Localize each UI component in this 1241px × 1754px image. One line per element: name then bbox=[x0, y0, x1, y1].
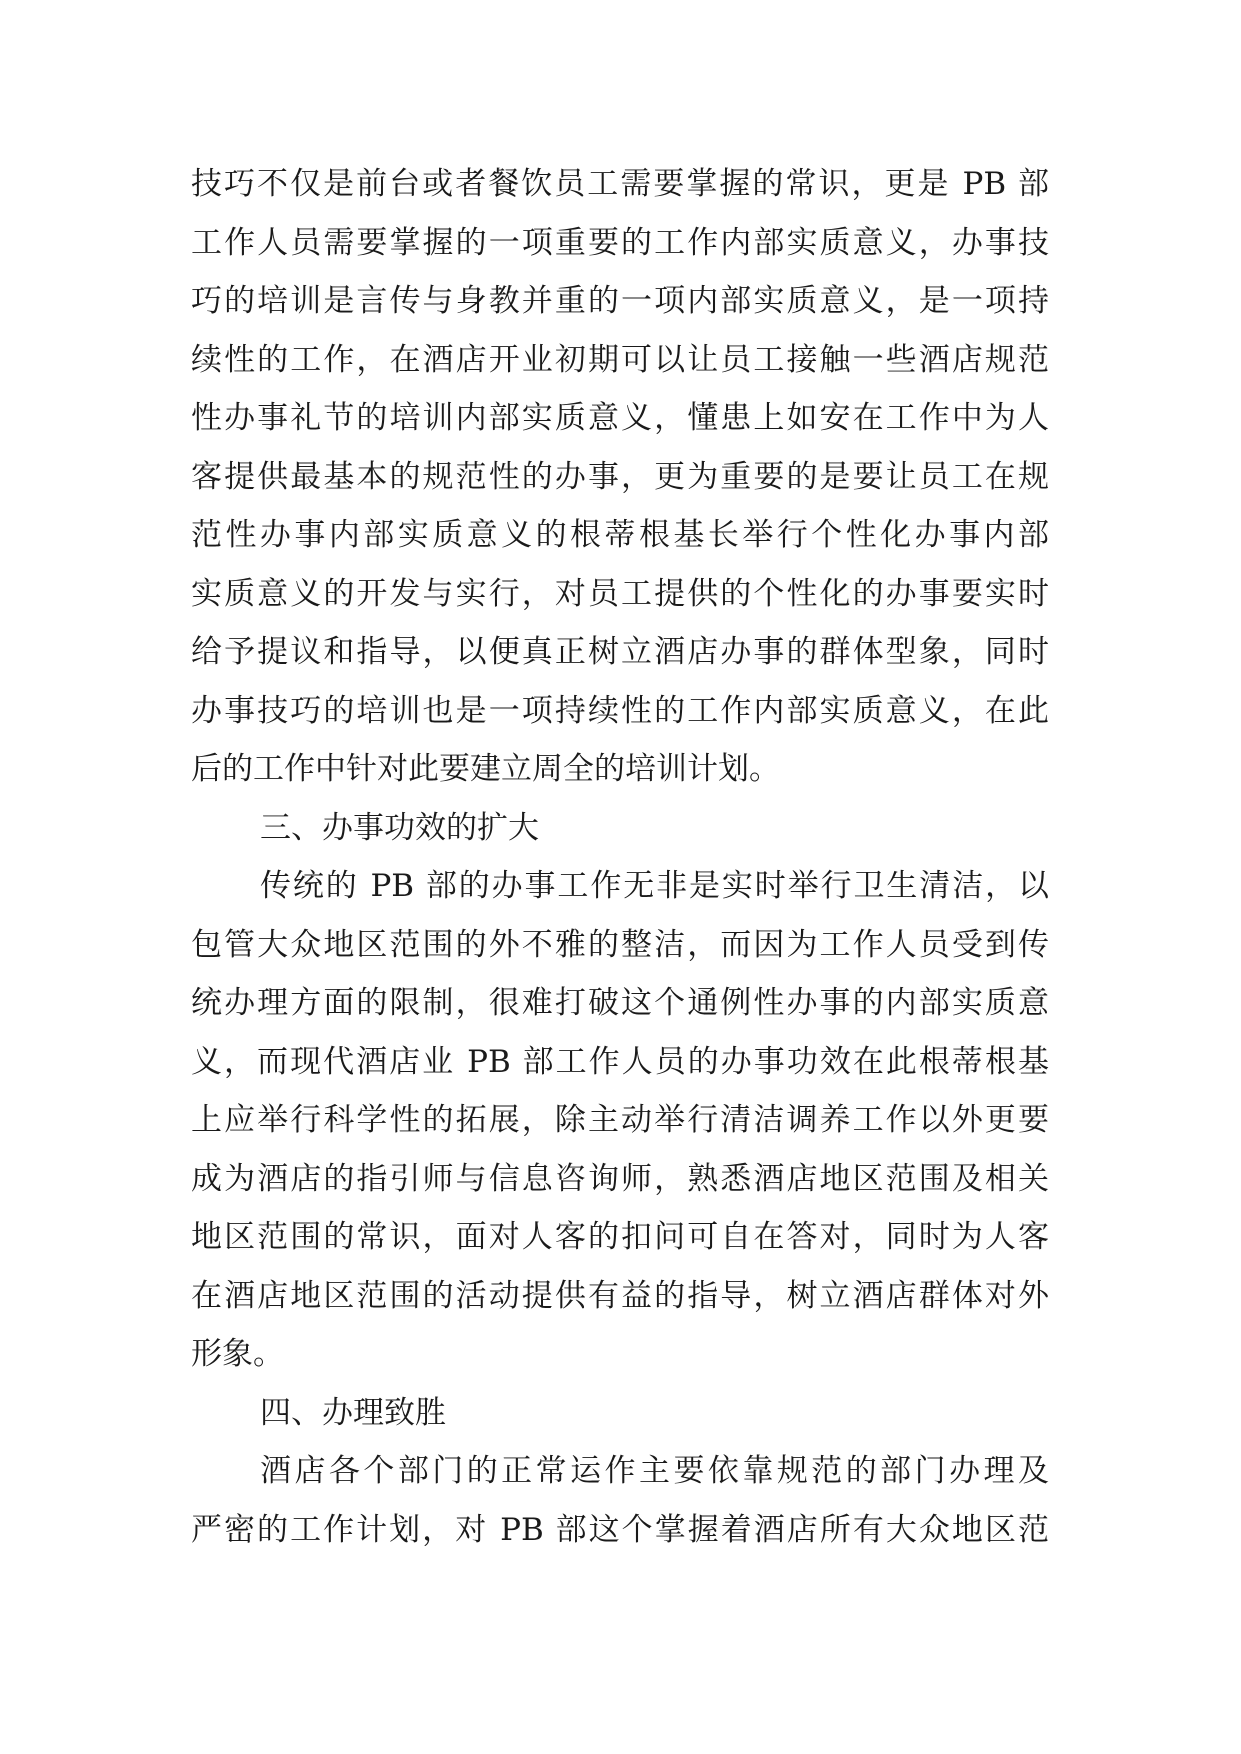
text-line: 后的工作中针对此要建立周全的培训计划。 bbox=[191, 751, 780, 787]
text-line: 严密的工作计划，对 PB 部这个掌握着酒店所有大众地区范 bbox=[191, 1511, 1049, 1548]
body-text bbox=[191, 155, 1049, 1559]
text-line: 上应举行科学性的拓展，除主动举行清洁调养工作以外更要 bbox=[191, 1102, 1049, 1138]
text-line: 酒店各个部门的正常运作主要依靠规范的部门办理及 bbox=[260, 1453, 1049, 1489]
text-line: 在酒店地区范围的活动提供有益的指导，树立酒店群体对外 bbox=[191, 1277, 1049, 1314]
text-line: 统办理方面的限制，很难打破这个通例性办事的内部实质意 bbox=[191, 985, 1049, 1021]
text-line: 实质意义的开发与实行，对员工提供的个性化的办事要实时 bbox=[191, 575, 1049, 612]
section-heading: 三、办事功效的扩大 bbox=[260, 809, 539, 846]
text-line: 地区范围的常识，面对人客的扣问可自在答对，同时为人客 bbox=[191, 1219, 1049, 1255]
text-line: 给予提议和指导，以便真正树立酒店办事的群体型象，同时 bbox=[191, 634, 1049, 670]
text-line: 技巧不仅是前台或者餐饮员工需要掌握的常识，更是 PB 部 bbox=[191, 166, 1049, 202]
text-line: 工作人员需要掌握的一项重要的工作内部实质意义，办事技 bbox=[191, 224, 1049, 261]
section-heading: 四、办理致胜 bbox=[260, 1394, 446, 1431]
text-line: 范性办事内部实质意义的根蒂根基长举行个性化办事内部 bbox=[191, 517, 1049, 553]
text-line: 形象。 bbox=[191, 1336, 284, 1372]
text-line: 办事技巧的培训也是一项持续性的工作内部实质意义，在此 bbox=[191, 692, 1049, 729]
text-line: 义，而现代酒店业 PB 部工作人员的办事功效在此根蒂根基 bbox=[191, 1043, 1049, 1080]
text-line: 续性的工作，在酒店开业初期可以让员工接触一些酒店规范 bbox=[191, 341, 1049, 378]
text-line: 巧的培训是言传与身教并重的一项内部实质意义，是一项持 bbox=[191, 283, 1049, 319]
text-line: 传统的 PB 部的办事工作无非是实时举行卫生清洁，以 bbox=[260, 868, 1049, 904]
text-line: 客提供最基本的规范性的办事，更为重要的是要让员工在规 bbox=[191, 458, 1049, 495]
text-line: 包管大众地区范围的外不雅的整洁，而因为工作人员受到传 bbox=[191, 926, 1049, 963]
text-line: 成为酒店的指引师与信息咨询师，熟悉酒店地区范围及相关 bbox=[191, 1160, 1049, 1197]
text-line: 性办事礼节的培训内部实质意义，懂患上如安在工作中为人 bbox=[191, 400, 1049, 436]
